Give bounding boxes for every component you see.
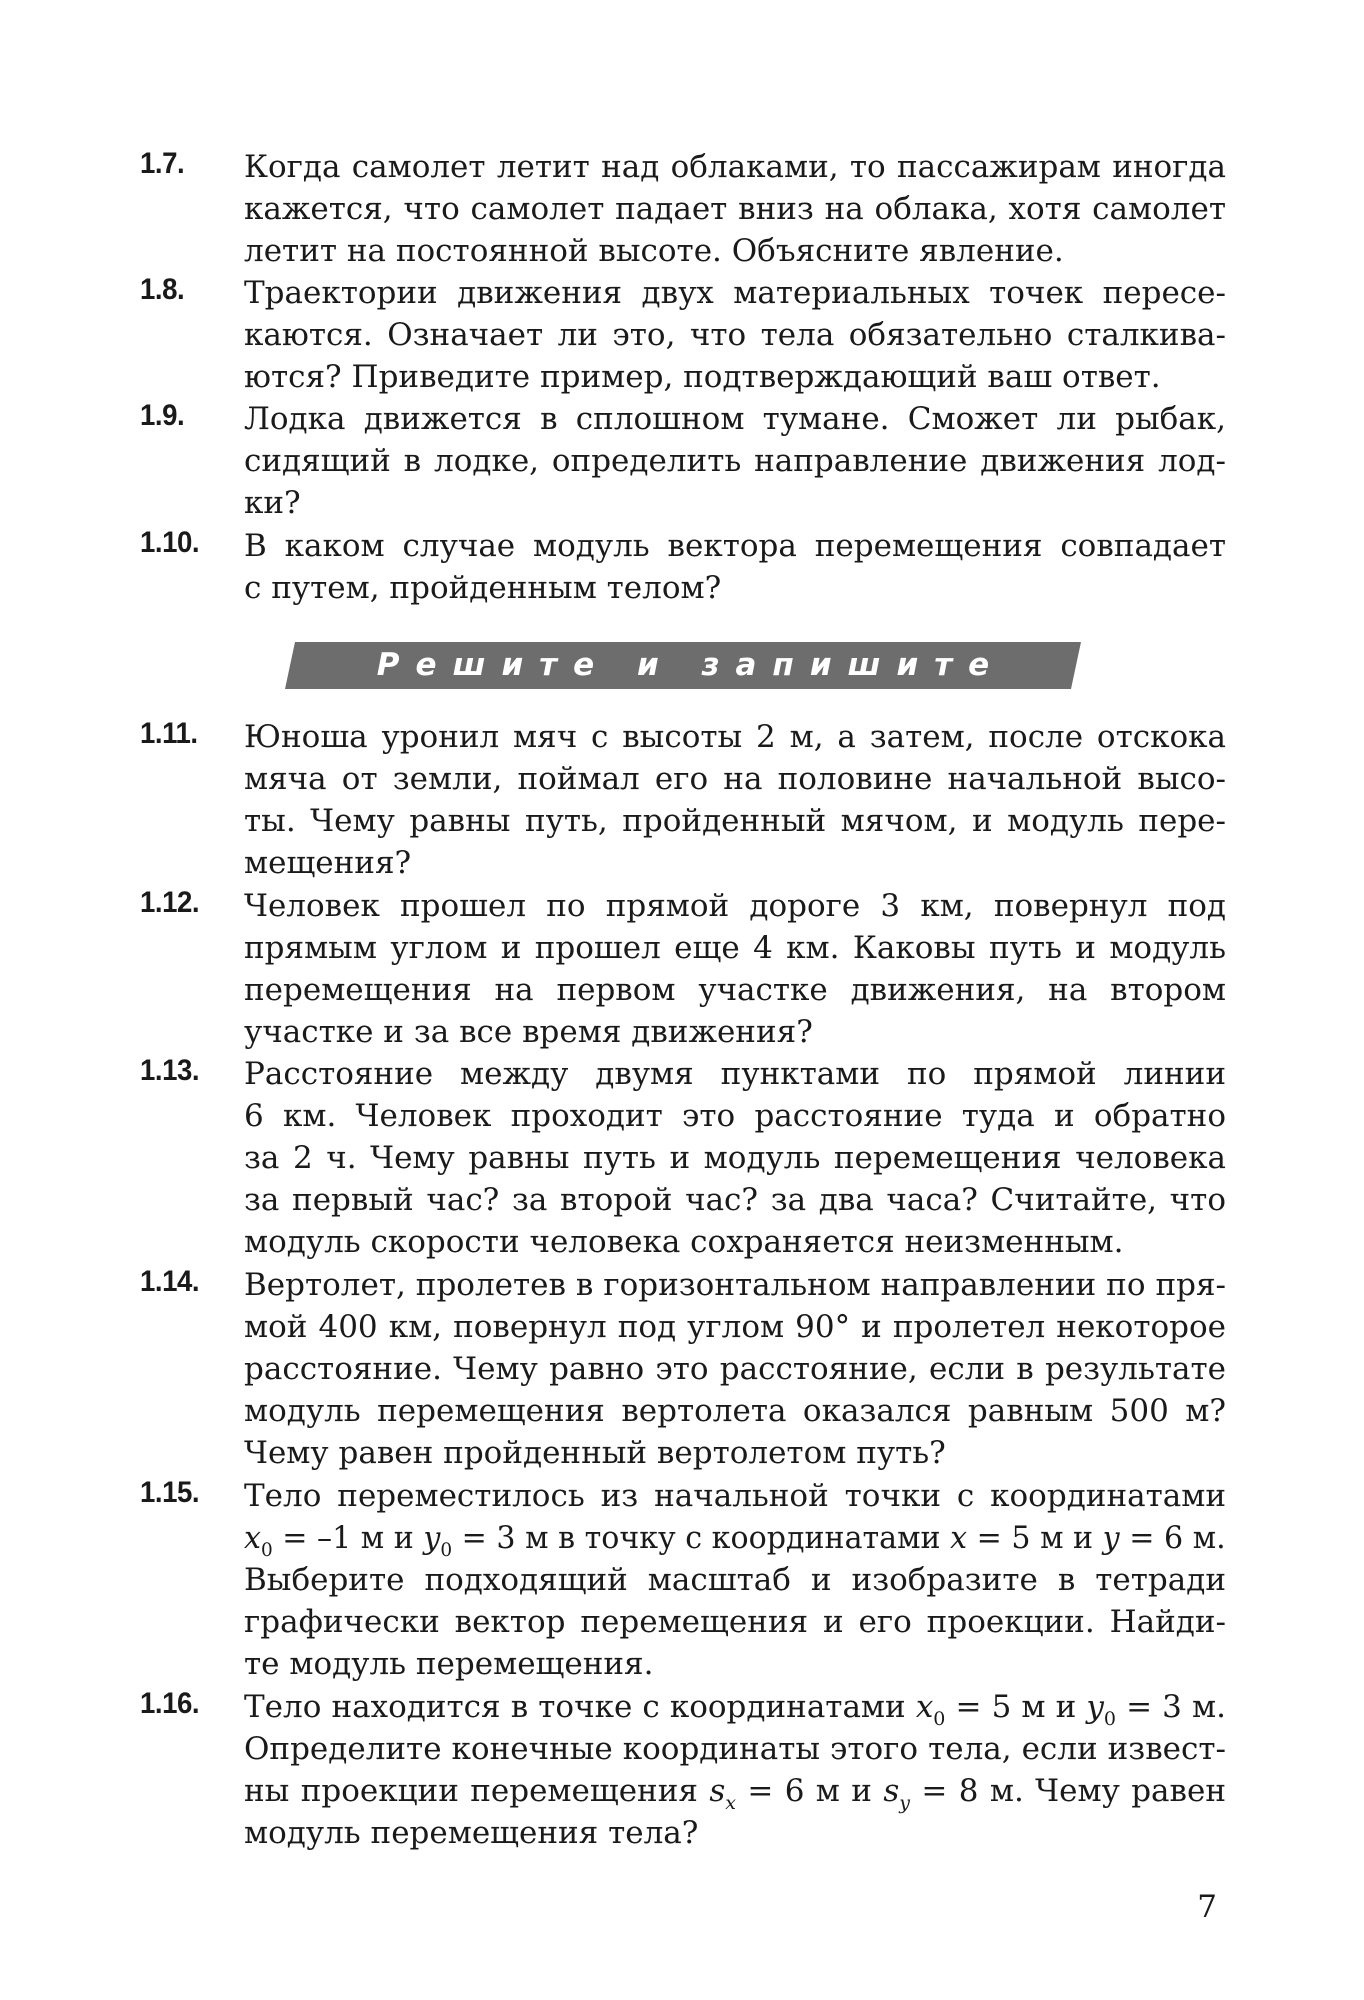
problem-text-line: Чему равен пройденный вертолетом путь? [244, 1435, 946, 1471]
problem-text-line: графически вектор перемещения и его проекции. Найди- [244, 1604, 1226, 1640]
problem-text-line: расстояние. Чему равно это расстояние, если в результате [244, 1351, 1226, 1387]
section-banner-title: Решите и запишите [376, 647, 1006, 683]
subscript: 0 [1103, 1708, 1116, 1730]
variable-x0: x [244, 1520, 261, 1556]
problem-number: 1.9. [140, 399, 185, 432]
problem-text-line: за 2 ч. Чему равны путь и модуль перемещения человека [244, 1140, 1226, 1176]
problem-text-line: участке и за все время движения? [244, 1014, 813, 1050]
problem-text-line: Траектории движения двух материальных точек пересе- [244, 275, 1226, 311]
problem-text-line: ки? [244, 485, 301, 521]
variable-y: y [1102, 1520, 1120, 1556]
problem-text-line: В каком случае модуль вектора перемещения совпадает [244, 528, 1226, 564]
formula-text: = 5 м и [945, 1689, 1087, 1725]
problem-number: 1.12. [140, 886, 200, 919]
formula-text: Тело находится в точке с координатами [244, 1689, 916, 1725]
variable-sx: s [709, 1773, 726, 1809]
subscript: x [725, 1792, 736, 1814]
problem-text-line: Расстояние между двумя пунктами по прямой линии [244, 1056, 1226, 1092]
problem-text-line: те модуль перемещения. [244, 1646, 654, 1682]
problem-text-line: Когда самолет летит над облаками, то пассажирам иногда [244, 149, 1226, 185]
variable-y0: y [1086, 1689, 1104, 1725]
problem-formula-line [244, 1686, 1226, 1728]
formula-text: = 6 м. [1119, 1520, 1226, 1556]
problem-text-line: модуль перемещения вертолета оказался равным 500 м? [244, 1393, 1226, 1429]
problem-text-line: кажется, что самолет падает вниз на облака, хотя самолет [244, 191, 1226, 227]
formula-text: = 3 м в точку с координатами [452, 1520, 951, 1556]
variable-sy: s [883, 1773, 900, 1809]
formula-text: = 6 м и [735, 1773, 884, 1809]
problem-text-line: 6 км. Человек проходит это расстояние туда и обратно [244, 1098, 1226, 1134]
page-number: 7 [1197, 1889, 1217, 1925]
problem-text-line: Тело переместилось из начальной точки с координатами [244, 1478, 1226, 1514]
formula-text: ны проекции перемещения [244, 1773, 710, 1809]
problem-text-line: мещения? [244, 845, 412, 881]
problem-number: 1.7. [140, 147, 185, 180]
subscript: y [899, 1792, 910, 1814]
problem-number: 1.10. [140, 526, 200, 559]
problem-text-line: Человек прошел по прямой дороге 3 км, повернул под [244, 888, 1226, 924]
formula-text: = 5 м и [967, 1520, 1103, 1556]
problem-text-line: каются. Означает ли это, что тела обязательно сталкива- [244, 317, 1226, 353]
problem-number: 1.8. [140, 273, 185, 306]
formula-text: = 3 м. [1116, 1689, 1226, 1725]
subscript: 0 [260, 1539, 273, 1561]
problem-text-line: модуль скорости человека сохраняется неизменным. [244, 1224, 1124, 1260]
formula-text: = –1 м и [272, 1520, 424, 1556]
subscript: 0 [440, 1539, 453, 1561]
subscript: 0 [933, 1708, 946, 1730]
formula-text: = 8 м. Чему равен [910, 1773, 1227, 1809]
variable-y0: y [423, 1520, 441, 1556]
problem-text-line: Юноша уронил мяч с высоты 2 м, а затем, после отскока [244, 719, 1226, 755]
variable-x0: x [915, 1689, 934, 1725]
problem-number: 1.14. [140, 1265, 200, 1298]
problem-number: 1.15. [140, 1476, 200, 1509]
problem-number: 1.13. [140, 1054, 200, 1087]
problem-number: 1.11. [140, 717, 198, 750]
problem-text-line: Выберите подходящий масштаб и изобразите в тетради [244, 1562, 1226, 1598]
problem-text-line: прямым углом и прошел еще 4 км. Каковы путь и модуль [244, 930, 1226, 966]
problem-text-line: перемещения на первом участке движения, на втором [244, 972, 1226, 1008]
problem-text-line: за первый час? за второй час? за два часа? Считайте, что [244, 1182, 1226, 1218]
problem-text-line: летит на постоянной высоте. Объясните явление. [244, 233, 1064, 269]
problem-formula-line [244, 1770, 1226, 1812]
problem-text-line: Лодка движется в сплошном тумане. Сможет ли рыбак, [244, 401, 1226, 437]
variable-x: x [950, 1520, 968, 1556]
problem-text-line: ются? Приведите пример, подтверждающий ваш ответ. [244, 359, 1161, 395]
section-banner [285, 642, 1081, 689]
problem-formula-line [244, 1517, 1226, 1561]
problem-text-line: модуль перемещения тела? [244, 1815, 699, 1851]
problem-text-line: мой 400 км, повернул под углом 90° и пролетел некоторое [244, 1309, 1226, 1345]
problem-text-line: сидящий в лодке, определить направление движения лод- [244, 443, 1226, 479]
problem-text-line: Определите конечные координаты этого тела, если извест- [244, 1731, 1226, 1767]
problem-text-line: мяча от земли, поймал его на половине начальной высо- [244, 761, 1226, 797]
problem-number: 1.16. [140, 1687, 200, 1720]
problem-text-line: с путем, пройденным телом? [244, 570, 722, 606]
problem-text-line: ты. Чему равны путь, пройденный мячом, и модуль пере- [244, 803, 1226, 839]
problem-text-line: Вертолет, пролетев в горизонтальном направлении по пря- [244, 1267, 1226, 1303]
